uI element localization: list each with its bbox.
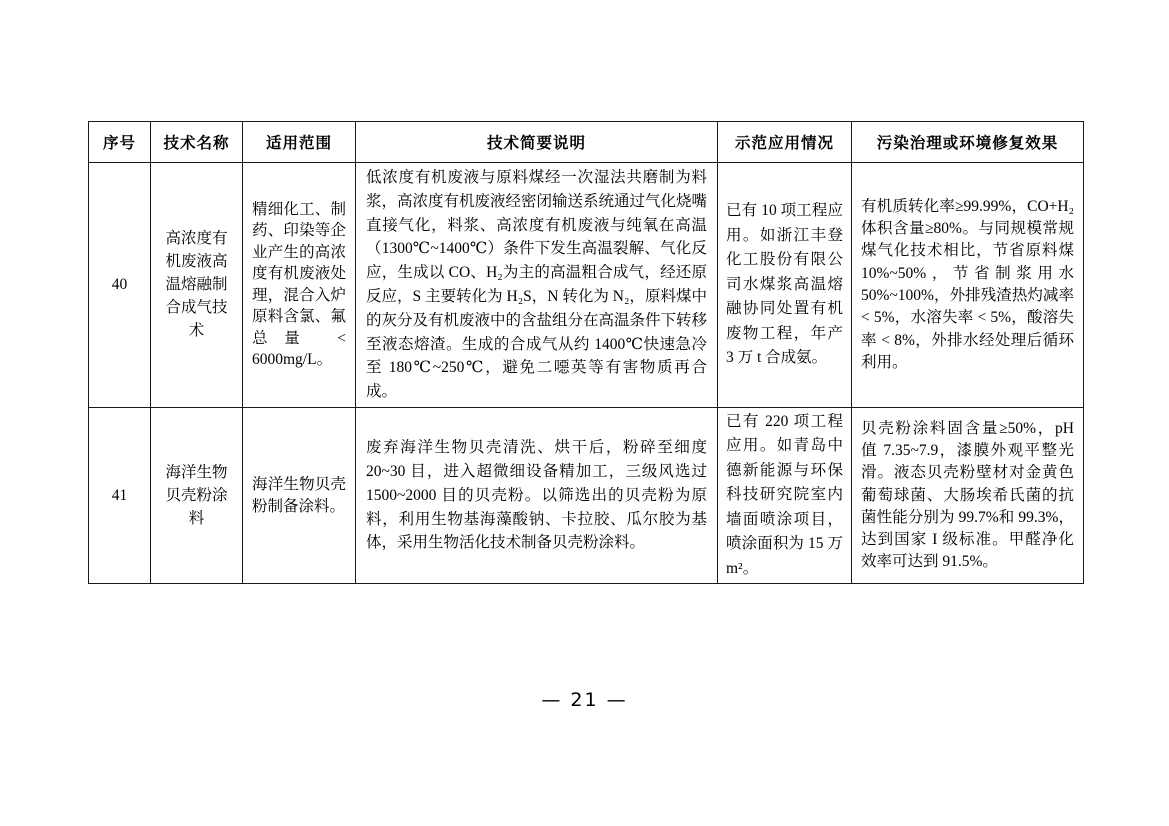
cell-serial-number: 40	[89, 163, 151, 408]
cell-demonstration-application: 已有 220 项工程应用。如青岛中德新能源与环保科技研究院室内墙面喷涂项目，喷涂面积为 15 万 m²。	[718, 407, 852, 584]
cell-demonstration-application: 已有 10 项工程应用。如浙江丰登化工股份有限公司水煤浆高温熔融协同处置有机废物工程，年产 3 万 t 合成氨。	[718, 163, 852, 408]
header-technology-name: 技术名称	[151, 122, 243, 163]
header-brief-description: 技术简要说明	[356, 122, 718, 163]
cell-technology-name: 海洋生物贝壳粉涂料	[151, 407, 243, 584]
technology-table	[88, 121, 1084, 584]
table-row-40	[89, 163, 1084, 408]
table-row-41	[89, 407, 1084, 584]
cell-brief-description: 低浓度有机废液与原料煤经一次湿法共磨制为料浆，高浓度有机废液经密闭输送系统通过气化烧嘴直接气化，料浆、高浓度有机废液与纯氧在高温（1300℃~1400℃）条件下发生高温裂解、气化反应，生成以 CO、H₂为主的高温粗合成气，经还原反应，S 主要转化为 H₂S，N 转化为 N₂，原料煤中的灰分及有机废液中的含盐组分在高温条件下转移至液态熔渣。生成的合成气从约 1400℃快速急冷至 180℃~250℃，避免二噁英等有害物质再合成。	[356, 163, 718, 408]
header-demonstration-application: 示范应用情况	[718, 122, 852, 163]
cell-pollution-control-effect: 贝壳粉涂料固含量≥50%，pH 值 7.35~7.9，漆膜外观平整光滑。液态贝壳粉壁材对金黄色葡萄球菌、大肠埃希氏菌的抗菌性能分别为 99.7%和 99.3%，达到国家 I 级标准。甲醛净化效率可达到 91.5%。	[852, 407, 1084, 584]
table-header-row	[89, 122, 1084, 163]
header-applicable-scope: 适用范围	[243, 122, 356, 163]
cell-technology-name: 高浓度有机废液高温熔融制合成气技术	[151, 163, 243, 408]
page-number: — 21 —	[541, 689, 628, 711]
cell-applicable-scope: 海洋生物贝壳粉制备涂料。	[243, 407, 356, 584]
cell-serial-number: 41	[89, 407, 151, 584]
cell-brief-description: 废弃海洋生物贝壳清洗、烘干后，粉碎至细度 20~30 目，进入超微细设备精加工，三级风选过 1500~2000 目的贝壳粉。以筛选出的贝壳粉为原料，利用生物基海藻酸钠、卡拉胶、瓜尔胶为基体，采用生物活化技术制备贝壳粉涂料。	[356, 407, 718, 584]
header-serial-number: 序号	[89, 122, 151, 163]
cell-applicable-scope: 精细化工、制药、印染等企业产生的高浓度有机废液处理，混合入炉原料含氯、氟总量 < 6000mg/L。	[243, 163, 356, 408]
header-pollution-control-effect: 污染治理或环境修复效果	[852, 122, 1084, 163]
cell-pollution-control-effect: 有机质转化率≥99.99%，CO+H₂体积含量≥80%。与同规模常规煤气化技术相比，节省原料煤 10%~50%，节省制浆用水 50%~100%，外排残渣热灼减率 < 5%，水溶失率 < 5%，酸溶失率 < 8%，外排水经处理后循环利用。	[852, 163, 1084, 408]
